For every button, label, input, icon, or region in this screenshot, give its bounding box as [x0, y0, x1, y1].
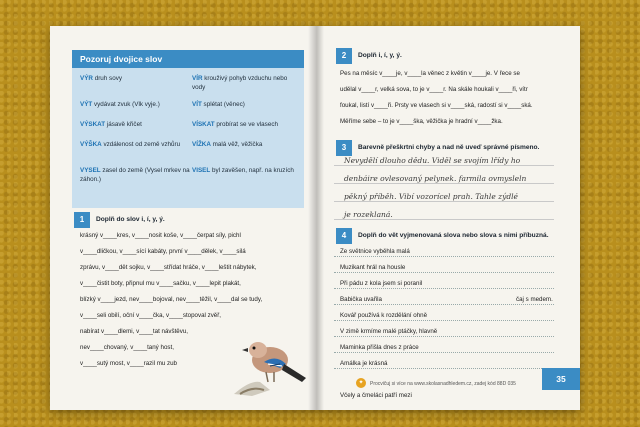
handwritten-line: je rozeklaná. — [344, 210, 393, 219]
exercise-line: udělal v____r, velká sova, to je v____r. Na skále houkali v____ři, vítr — [340, 86, 528, 93]
pair-keyword: VÝŠKA — [80, 141, 102, 148]
pairs-title: Pozoruj dvojice slov — [72, 50, 304, 68]
pair-definition: krouživý pohyb vzduchu nebo vody — [192, 75, 288, 91]
open-workbook — [50, 26, 580, 410]
exercise-line: Amálka je krásná — [340, 360, 388, 367]
exercise-line: Při pádu z kola jsem si poranil — [340, 280, 423, 287]
answer-dotted-line — [334, 288, 554, 289]
exercise-line: Pes na měsíc v____je, v____la věnec z květin v____je. V řece se — [340, 70, 520, 77]
exercise-line: Kovář používá k rozdělání ohně — [340, 312, 428, 319]
pair-definition: druh sovy — [94, 75, 123, 82]
pair-definition: splétat (věnec) — [203, 101, 245, 108]
answer-dotted-line — [334, 320, 554, 321]
exercise-line: blízký v____jezd, nev____bojoval, nev____těžil, v____dal se tudy, — [80, 296, 263, 303]
answer-dotted-line — [334, 368, 554, 369]
writing-rule — [334, 165, 554, 166]
writing-rule — [334, 219, 554, 220]
writing-rule — [334, 183, 554, 184]
word-pairs-box — [72, 68, 304, 208]
exercise-line: Babička uvařila — [340, 296, 382, 303]
pair-keyword: VÝR — [80, 75, 93, 82]
exercise-number: 3 — [336, 140, 352, 156]
exercise-line: Ze světnice vyběhla malá — [340, 248, 410, 255]
exercise-line: zprávu, v____dět sojku, v____střídat hráče, v____leštit nábytek, — [80, 264, 257, 271]
pair-keyword: VÝSKAT — [80, 121, 106, 128]
exercise-number: 1 — [74, 212, 90, 228]
pair-definition: byl zavěšen, např. na kruzích — [211, 167, 294, 174]
exercise-title: Doplň do vět vyjmenovaná slova nebo slova s nimi příbuzná. — [358, 232, 549, 239]
exercise-title: Doplň do slov i, í, y, ý. — [96, 216, 165, 223]
exercise-line: Měříme sebe – to je v____ška, věžička je hradní v____žka. — [340, 118, 503, 125]
writing-rule — [334, 201, 554, 202]
pair-definition: probírat se ve vlasech — [216, 121, 278, 128]
answer-dotted-line — [334, 336, 554, 337]
handwritten-line: Nevydělí dlouho dědu. Viděl se svojím lřídy ho — [344, 156, 521, 165]
exercise-side-text: čaj s medem. — [516, 296, 553, 303]
exercise-line: v____seli obilí, oční v____čka, v____stopoval zvěř, — [80, 312, 222, 319]
pair-definition: zasel do země (Vysel mrkev na záhon.) — [80, 167, 190, 183]
pair-definition: vzdálenost od země vzhůru — [103, 141, 181, 148]
exercise-line: Muzikant hrál na housle — [340, 264, 406, 271]
pair-keyword: VÍT — [192, 101, 202, 108]
pair-keyword: VÍŽKA — [192, 141, 211, 148]
pair-keyword: VÝT — [80, 101, 93, 108]
exercise-title: Doplň i, í, y, ý. — [358, 52, 402, 59]
footer-note: Procvičuj si více na www.skolasnadhledem.cz, zadej kód 88D 035 — [370, 381, 516, 387]
jay-bird-image — [230, 320, 310, 398]
exercise-line: v____dličkou, v____sící kabáty, první v____dělek, v____silá — [80, 248, 246, 255]
exercise-line: Maminka přišla dnes z práce — [340, 344, 419, 351]
exercise-title: Barevně přeškrtni chyby a nad ně uveď správné písmeno. — [358, 144, 540, 151]
pair-keyword: VISEL — [192, 167, 211, 174]
handwritten-line: denbáire ovlesovaný pelynek. farmila ovmysleln — [344, 174, 527, 183]
answer-dotted-line — [334, 352, 554, 353]
answer-dotted-line — [334, 272, 554, 273]
exercise-number: 4 — [336, 228, 352, 244]
exercise-line: V zimě krmíme malé ptáčky, hlavně — [340, 328, 438, 335]
pair-definition: vydávat zvuk (Vlk vyje.) — [94, 101, 160, 108]
exercise-line: nev____chovaný, v____taný host, — [80, 344, 174, 351]
exercise-number: 2 — [336, 48, 352, 64]
exercise-line: foukal, listí v____ři. Prsty ve vlasech si v____ská, radostí si v____ská. — [340, 102, 533, 109]
answer-dotted-line — [334, 304, 554, 305]
exercise-line: v____sutý most, v____razil mu zub — [80, 360, 177, 367]
website-badge-icon: ✦ — [356, 378, 366, 388]
handwritten-line: pěkný příběh. Vibí vozorícel prah. Tahle zýdlé — [344, 192, 518, 201]
pair-keyword: VÍSKAT — [192, 121, 215, 128]
left-page — [50, 26, 312, 410]
answer-dotted-line — [334, 256, 554, 257]
pair-keyword: VYSEL — [80, 167, 101, 174]
pair-definition: malá věž, věžička — [212, 141, 263, 148]
pair-keyword: VÍR — [192, 75, 203, 82]
exercise-line: v____čistit boty, připnul mu v____sačku, v____lepit plakát, — [80, 280, 241, 287]
exercise-line: krásný v____kres, v____nosit koše, v____čerpat síly, pichl — [80, 232, 241, 239]
pair-definition: jásavě křičet — [106, 121, 142, 128]
exercise-line: nabírat v____dlemi, v____tat návštěvu, — [80, 328, 189, 335]
right-page — [320, 26, 580, 410]
exercise-line: Včely a čmeláci patří mezi — [340, 392, 412, 399]
page-number: 35 — [542, 368, 580, 390]
